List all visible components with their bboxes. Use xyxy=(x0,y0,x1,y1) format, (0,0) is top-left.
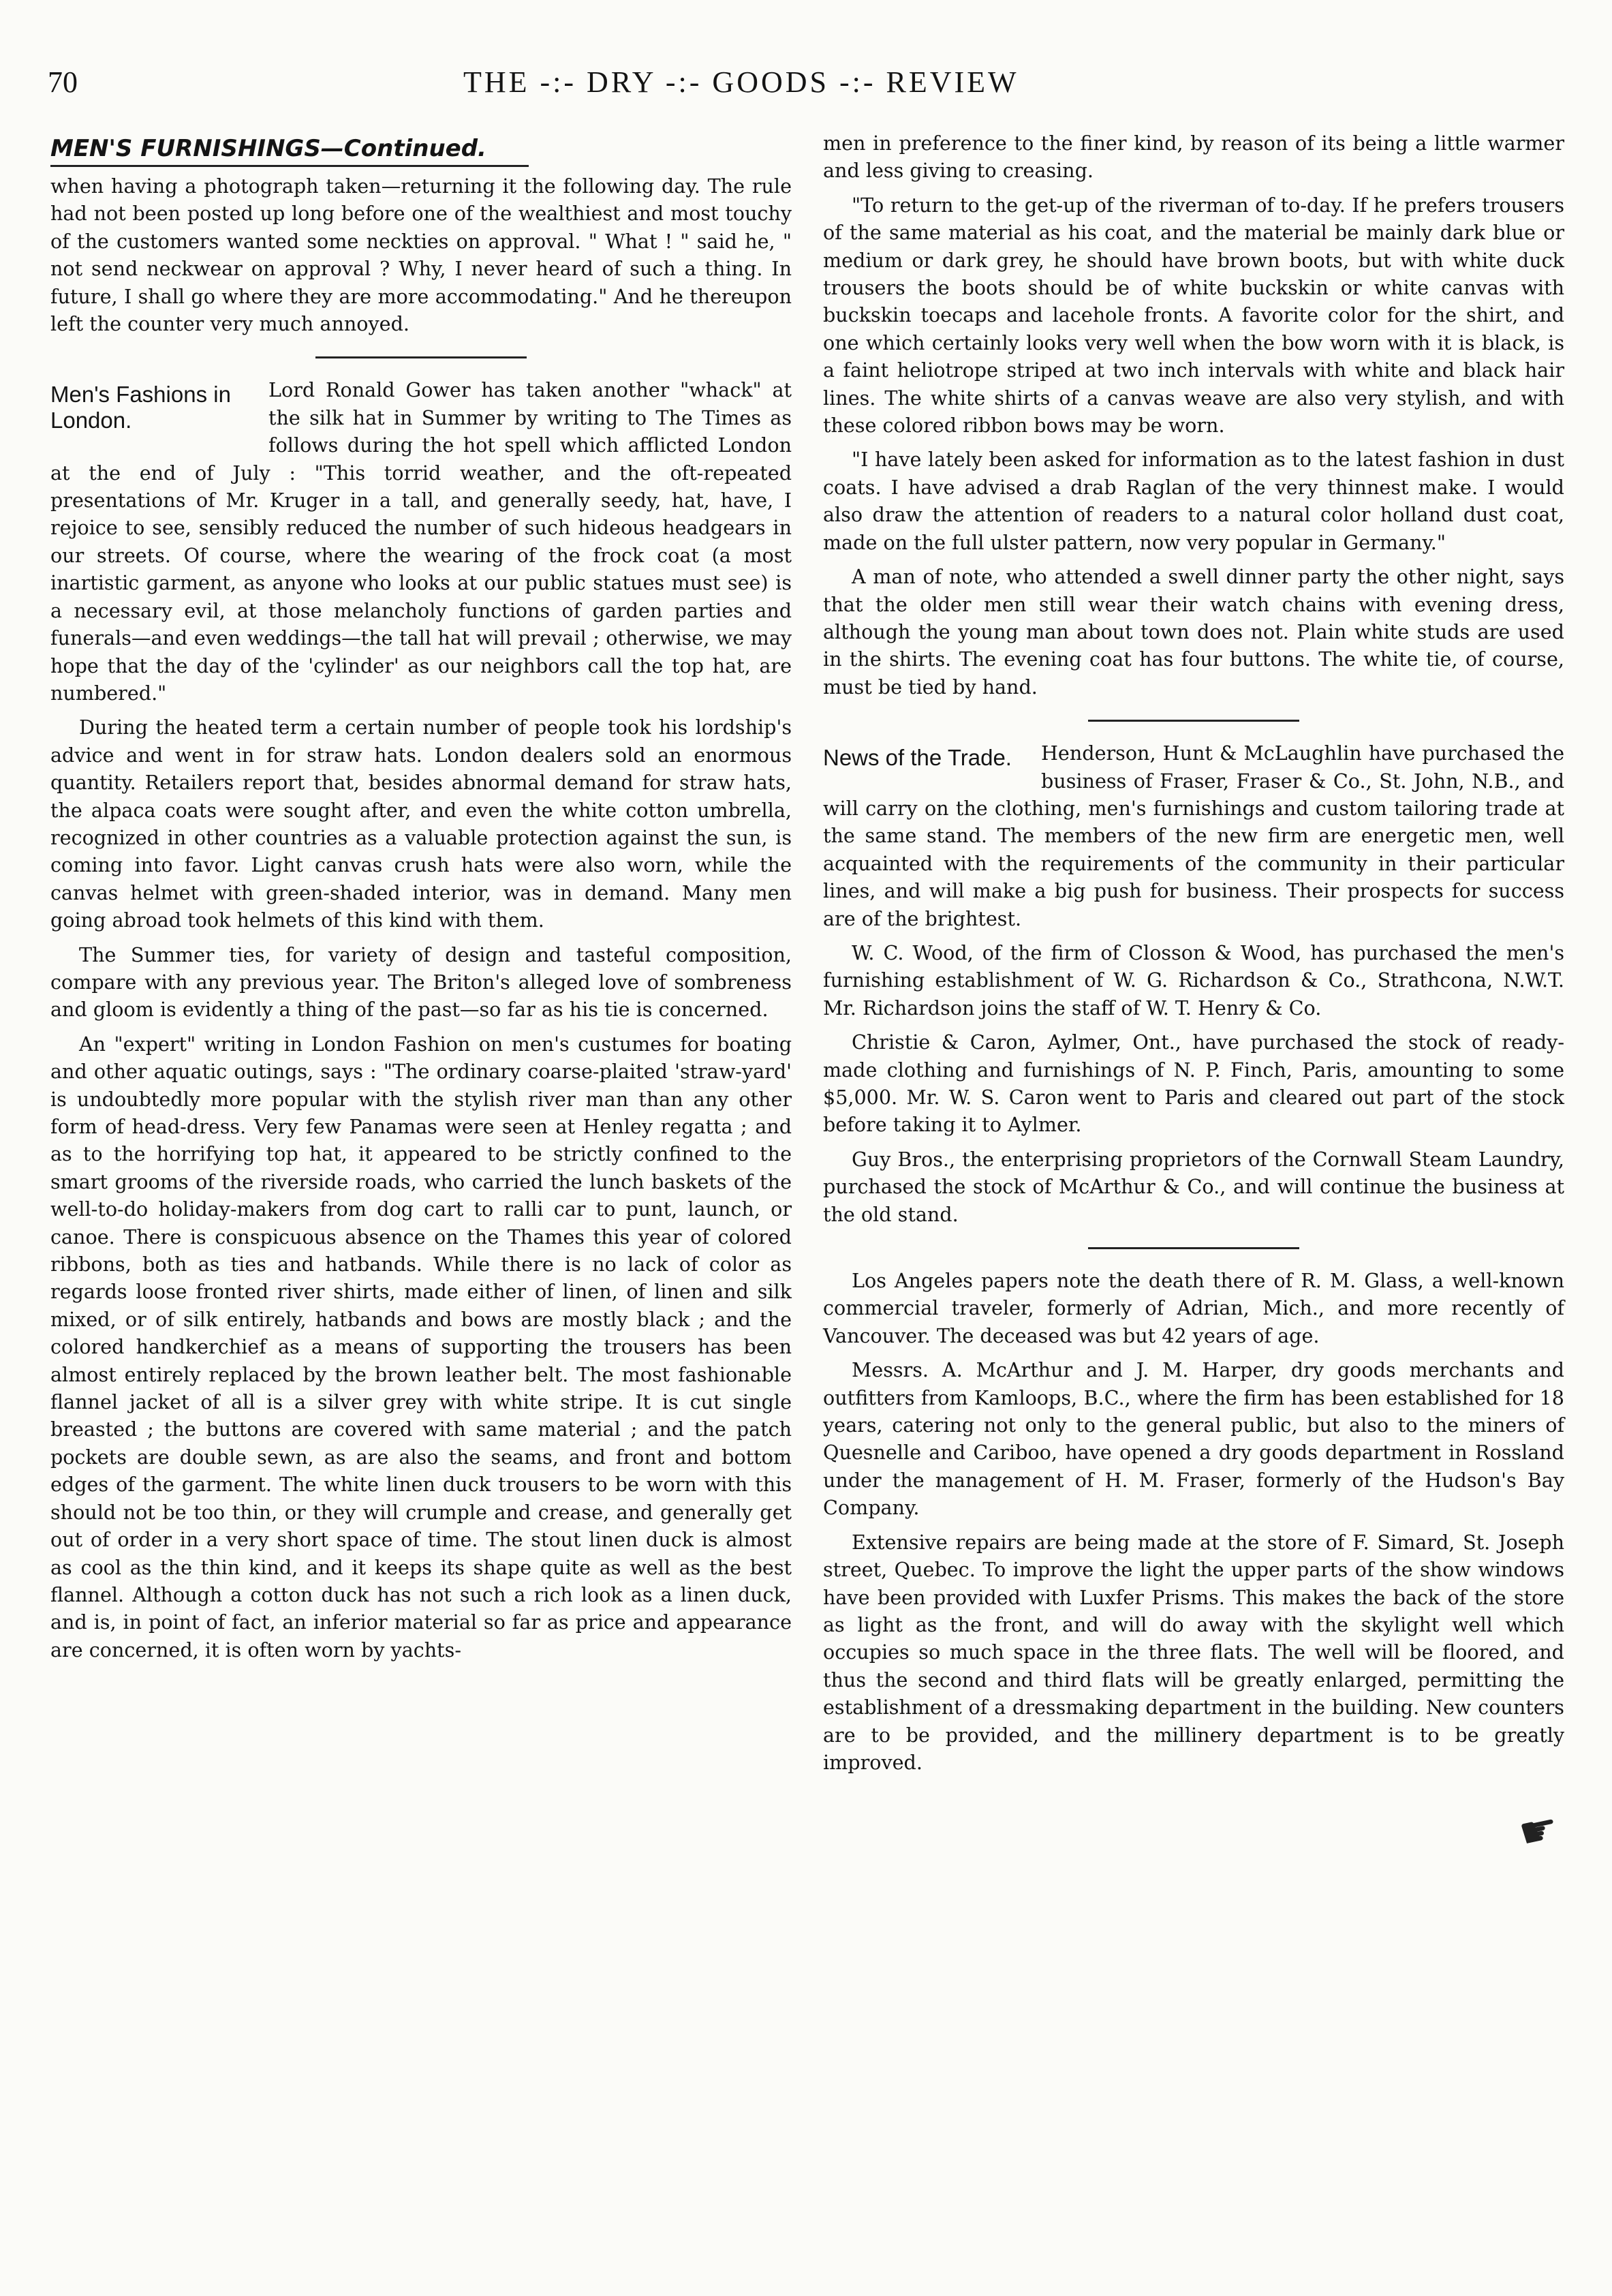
paragraph-dust-coats: "I have lately been asked for information as to the latest fashion in dust coats. I have advised a drab Raglan of the very thinnest make. I would also draw the attention of readers to a natural color holland dust coat, made on the full ulster pattern, now very popular in Germany." xyxy=(823,448,1564,554)
paragraph-yachtsmen: men in preference to the finer kind, by reason of its being a little warmer and less giving to creasing. xyxy=(823,132,1564,183)
side-head-news-of-trade: News of the Trade. xyxy=(823,745,1012,771)
pointing-hand-icon: ☛ xyxy=(1514,1802,1564,1861)
paragraph-mcarthur-harper: Messrs. A. McArthur and J. M. Harper, dry goods merchants and outfitters from Kamloops, B.C., where the firm has been established for 18 years, catering not only to the general public, but also to the miners of Quesnelle and Cariboo, have opened a dry goods department in Rossland under the management of H. M. Fraser, formerly of the Hudson's Bay Company. xyxy=(823,1358,1564,1520)
paragraph-closson-wood: W. C. Wood, of the firm of Closson & Wood, has purchased the men's furnishing establishment of W. G. Richardson & Co., Strathcona, N.W.T. Mr. Richardson joins the staff of W. T. Henry & Co. xyxy=(823,940,1564,1020)
paragraph-straw-hats: During the heated term a certain number of people took his lordship's advice and went in for straw hats. London dealers sold an enormous quantity. Retailers report that, besides abnormal demand for straw hats, the alpaca coats were sought after, and even the white cotton umbrella, recognized in other countries as a valuable protection against the sun, is coming into favor. Light canvas crush hats were also worn, while the canvas helmet with green-shaded interior, was in demand. Many men going abroad took helmets of this kind with them. xyxy=(50,716,792,932)
section-divider xyxy=(1088,720,1299,722)
paragraph-christie-caron: Christie & Caron, Aylmer, Ont., have purchased the stock of ready-made clothing and furnishings of N. P. Finch, Paris, amounting to some $5,000. Mr. W. S. Caron went to Paris and cleared out part of the stock before taking it to Aylmer. xyxy=(823,1030,1564,1137)
paragraph-riverman: "To return to the get-up of the riverman of to-day. If he prefers trousers of the same material as his coat, and the material be mainly dark blue or medium or dark grey, he should have brown boots, but with white duck trousers the boots should be of white buckskin or white canvas with buckskin toecaps and lacehole fronts. A favorite color for the shirt, and one which certainly looks very well when the bow worn with it is black, is a faint heliotrope striped at two inch intervals with white and black hair lines. The white shirts of a canvas weave are also very stylish, and with these colored ribbon bows may be worn. xyxy=(823,193,1564,438)
section-heading: MEN'S FURNISHINGS—Continued. xyxy=(50,135,529,167)
section-divider xyxy=(315,356,527,358)
paragraph-henderson-hunt: Henderson, Hunt & McLaughlin have purchased the business of Fraser, Fraser & Co., St. John, N.B., and will carry on the clothing, men's furnishings and custom tailoring trade at the same stand. The members of the new firm are energetic men, well acquainted with the requirements of the community in their particular lines, and will make a big push for business. Their prospects for success are of the brightest. xyxy=(823,741,1564,930)
running-title: THE -:- DRY -:- GOODS -:- REVIEW xyxy=(463,65,1019,99)
page-number: 70 xyxy=(48,65,78,99)
paragraph-boating-costumes: An "expert" writing in London Fashion on men's custumes for boating and other aquatic outings, says : "The ordinary coarse-plaited 'straw-yard' is undoubtedly more popular with the stylish river man than any other form of head-dress. Very few Panamas were seen at Henley regatta ; and as to the horrifying top hat, it appeared to be strictly confined to the smart grooms of the riverside roads, who carried the lunch baskets of the well-to-do holiday-makers from dog cart to ralli car to punt, launch, or canoe. There is conspicuous absence on the Thames this year of colored ribbons, both as ties and hatbands. While there is no lack of color as regards loose fronted river shirts, made either of linen, of linen and silk mixed, or of silk entirely, hatbands and bows are mostly black ; and the colored handkerchief as a means of supporting the trousers has been almost entirely replaced by the brown leather belt. The most fashionable flannel jacket of all is a silver grey with white stripe. It is cut single breasted ; the buttons are covered with same material ; and the patch pockets are double sewn, as are also the seams, and front and bottom edges of the garment. The white linen duck trousers to be worn with this should not be too thin, or they will crumple and crease, and generally get out of order in a very short space of time. The stout linen duck is almost as cool as the thin kind, and it keeps its shape quite as well as the best flannel. Although a cotton duck has not such a rich look as a linen duck, and is, in point of fact, an inferior material so far as price and appearance are concerned, it is often worn by yachts- xyxy=(50,1032,792,1662)
paragraph-guy-bros: Guy Bros., the enterprising proprietors of the Cornwall Steam Laundry, purchased the stock of McArthur & Co., and will continue the business at the old stand. xyxy=(823,1147,1564,1226)
side-head-mens-fashions: Men's Fashions in London. xyxy=(50,382,231,433)
right-column xyxy=(823,129,1564,1783)
paragraph-silk-hat: Lord Ronald Gower has taken another "whack" at the silk hat in Summer by writing to The Times as follows during the hot spell which afflicted London at the end of July : "This torrid weather, and the oft-repeated presentations of Mr. Kruger in a tall, and generally seedy, hat, have, I rejoice to see, sensibly reduced the number of such hideous headgears in our streets. Of course, where the wearing of the frock coat (a most inartistic garment, as anyone who looks at our public statues must see) is a necessary evil, at those melancholy functions of garden parties and funerals—and even weddings—the tall hat will prevail ; otherwise, we may hope that the day of the 'cylinder' as our neighbors call the top hat, are numbered." xyxy=(50,378,792,705)
paragraph-los-angeles: Los Angeles papers note the death there of R. M. Glass, a well-known commercial traveler, formerly of Adrian, Mich., and more recently of Vancouver. The deceased was but 42 years of age. xyxy=(823,1269,1564,1347)
paragraph-summer-ties: The Summer ties, for variety of design and tasteful composition, compare with any previous year. The Briton's alleged love of sombreness and gloom is evidently a thing of the past—so far as his tie is concerned. xyxy=(50,943,792,1022)
paragraph-simard-repairs: Extensive repairs are being made at the store of F. Simard, St. Joseph street, Quebec. To improve the light the upper parts of the show windows have been provided with Luxfer Prisms. This makes the back of the store as light as the front, and will do away with the skylight well which occupies so much space in the three flats. The well will be floored, and thus the second and third flats will be greatly enlarged, permitting the establishment of a dressmaking department in the building. New counters are to be provided, and the millinery department is to be greatly improved. xyxy=(823,1530,1564,1774)
paragraph-photograph: when having a photograph taken—returning it the following day. The rule had not been posted up long before one of the wealthiest and most touchy of the customers wanted some neckties on approval. " What ! " said he, " not send neckwear on approval ? Why, I never heard of such a thing. In future, I shall go where they are more accommodating." And he thereupon left the counter very much annoyed. xyxy=(50,174,792,336)
left-column xyxy=(50,135,792,1670)
paragraph-evening-dress: A man of note, who attended a swell dinner party the other night, says that the older men still wear their watch chains with evening dress, although the young man about town does not. Plain white studs are used in the shirts. The evening coat has four buttons. The white tie, of course, must be tied by hand. xyxy=(823,565,1564,699)
page-header xyxy=(41,65,1519,106)
section-divider xyxy=(1088,1247,1299,1249)
